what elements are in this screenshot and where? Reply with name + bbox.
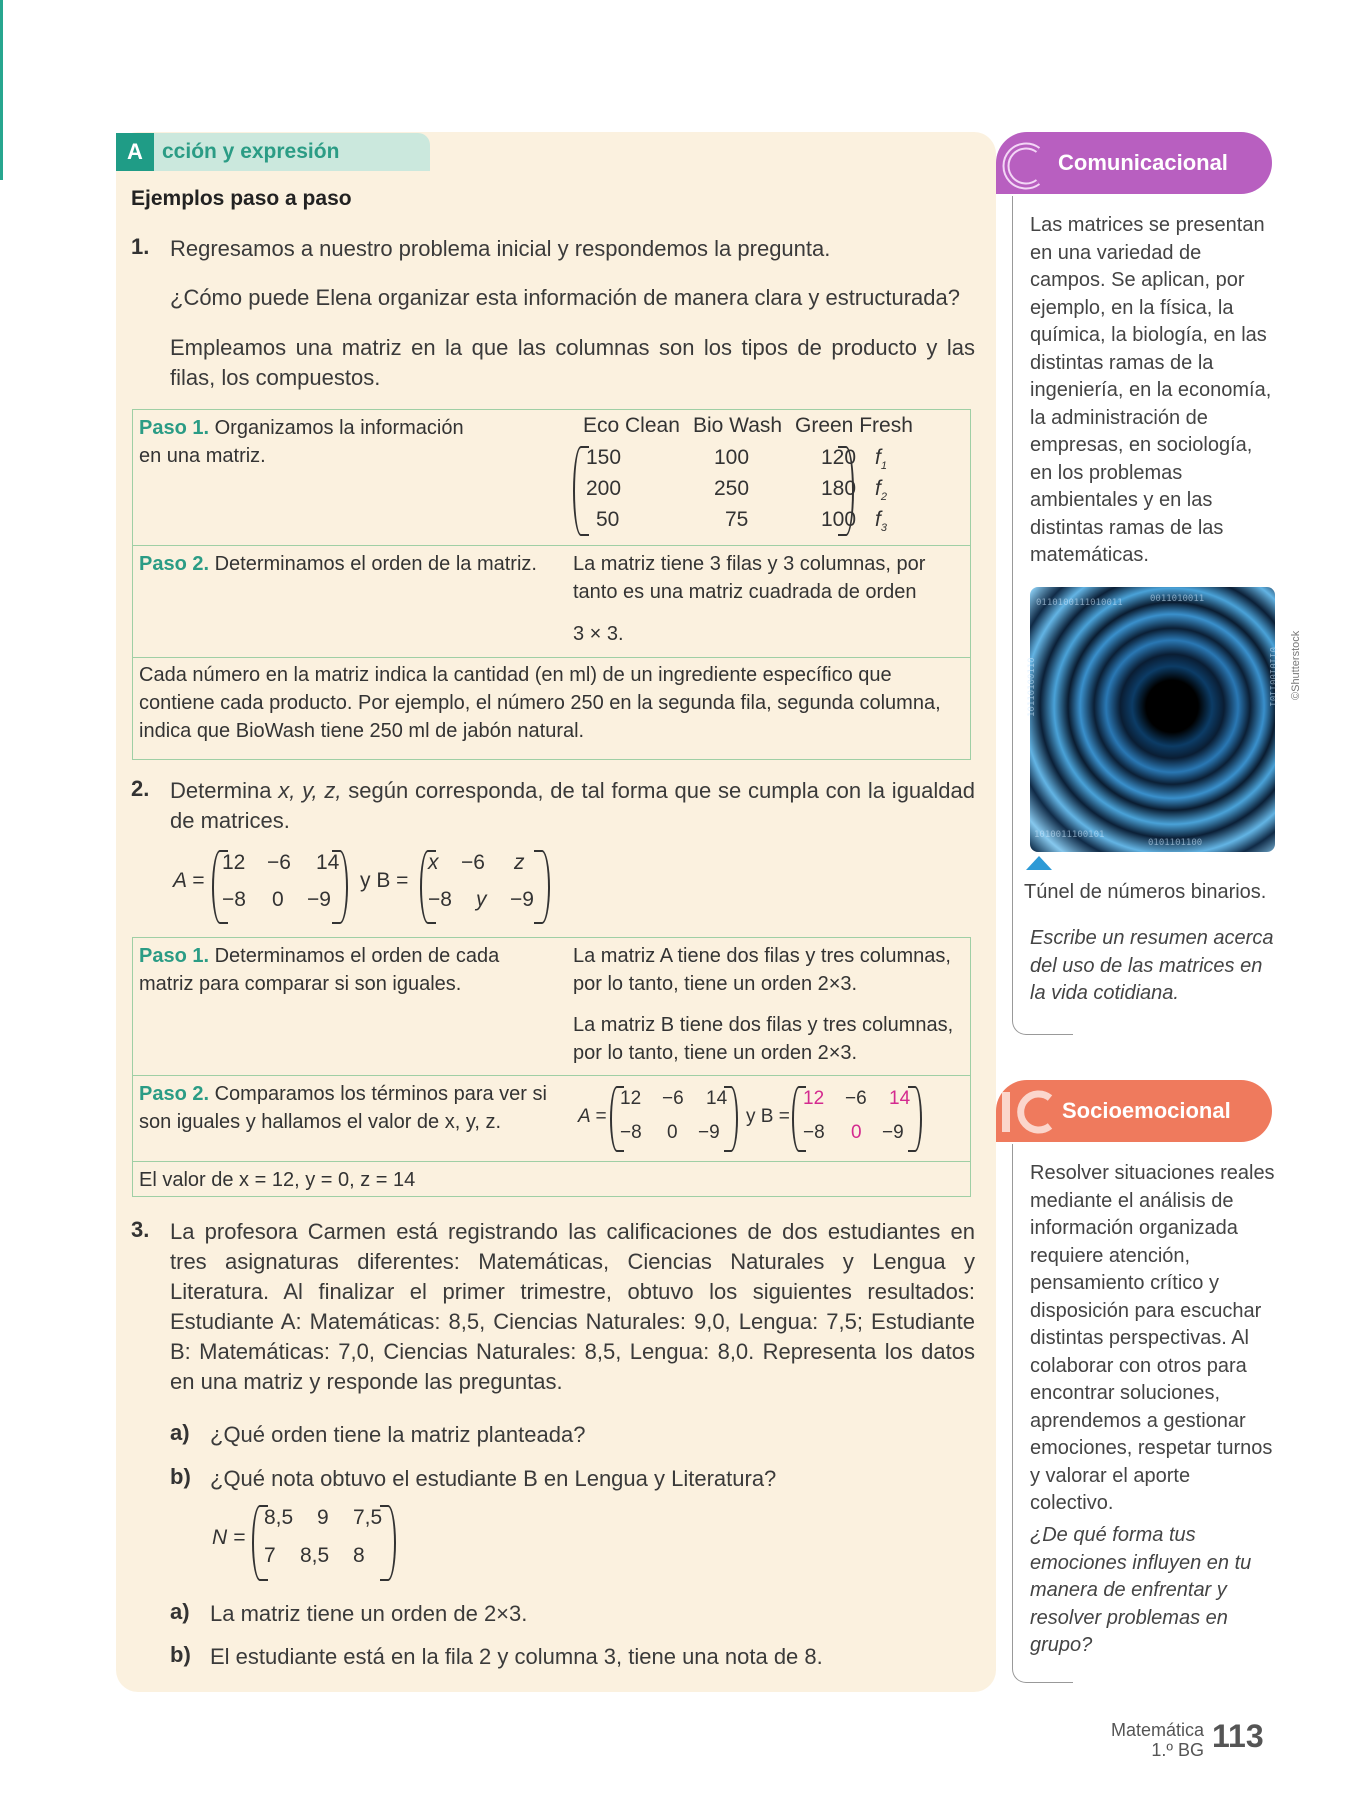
- image-credit: ©Shutterstock: [1290, 630, 1302, 700]
- matrix-a-cell: 14: [316, 851, 340, 874]
- ex2-step1-result-b: La matriz B tiene dos filas y tres columnas, por lo tanto, tiene un orden 2×3.: [573, 1014, 954, 1064]
- matrix-n-right-paren: [380, 1505, 396, 1581]
- matrix-b-cell: −9: [882, 1122, 904, 1143]
- ex1-step2: Paso 2. Determinamos el orden de la matriz.: [139, 553, 537, 575]
- svg-text:10110100110: 10110100110: [1027, 657, 1037, 717]
- socioemocional-header: [996, 1080, 1272, 1142]
- section-letter: A: [116, 133, 154, 171]
- matrix-a-cell: 12: [620, 1088, 642, 1109]
- matrix-b-cell: z: [514, 851, 525, 874]
- heading-examples: Ejemplos paso a paso: [131, 187, 352, 210]
- matrix-b-cell: −9: [510, 888, 534, 911]
- question-b-label: b): [170, 1464, 191, 1489]
- matrix-cell: 100: [714, 446, 750, 469]
- page-edge-accent: [0, 0, 3, 180]
- col-header-eco-clean: Eco Clean: [583, 414, 680, 437]
- matrix-a-cell: 14: [706, 1088, 728, 1109]
- matrix-a-cell: −9: [698, 1122, 720, 1143]
- col-header-bio-wash: Bio Wash: [693, 414, 783, 437]
- binary-digits-pattern: [1027, 587, 1277, 852]
- section-title: cción y expresión: [162, 140, 340, 163]
- comunicacional-title: Comunicacional: [1058, 150, 1228, 175]
- matrix-b-right-paren: [534, 850, 550, 924]
- col-header-green-fresh: Green Fresh: [795, 414, 913, 437]
- matrix-cell: 180: [821, 477, 857, 500]
- ex1-step2-result: La matriz tiene 3 filas y 3 columnas, por tanto es una matriz cuadrada de orden: [573, 553, 926, 603]
- example-1-question: ¿Cómo puede Elena organizar esta información de manera clara y estructurada?: [170, 285, 960, 310]
- row-label-f3: $f_3$: [875, 508, 887, 535]
- matrix-n-cell: 9: [317, 1506, 329, 1529]
- ex2-result: El valor de x = 12, y = 0, z = 14: [139, 1169, 416, 1191]
- socioemocional-title: Socioemocional: [1062, 1098, 1231, 1123]
- question-b: ¿Qué nota obtuvo el estudiante B en Lengua y Literatura?: [210, 1466, 777, 1491]
- example-1-approach: Empleamos una matriz en la que las columnas son los tipos de producto y las filas, los compuestos.: [170, 335, 975, 390]
- footer-grade: 1.º BG: [1151, 1740, 1204, 1760]
- answer-b: El estudiante está en la fila 2 y columna 3, tiene una nota de 8.: [210, 1644, 823, 1669]
- image-caption: Túnel de números binarios.: [1024, 881, 1267, 903]
- matrix-n-cell: 8,5: [264, 1506, 294, 1529]
- matrix-a-cell: 0: [667, 1122, 678, 1143]
- matrix-b-label: y B =: [746, 1106, 790, 1127]
- divider: [133, 657, 970, 658]
- matrix-a-label: A =: [578, 1106, 607, 1127]
- comunicacional-header: [996, 132, 1272, 194]
- matrix-a-cell: 12: [222, 851, 246, 874]
- matrix-a-label: A =: [173, 869, 205, 892]
- matrix-b-cell: −6: [461, 851, 485, 874]
- matrix-cell: 250: [714, 477, 750, 500]
- answer-a-label: a): [170, 1599, 190, 1624]
- matrix-cell: 200: [586, 477, 622, 500]
- ex1-step1: Paso 1. Organizamos la información en una matriz.: [139, 417, 464, 467]
- question-a: ¿Qué orden tiene la matriz planteada?: [210, 1422, 586, 1447]
- example-1-intro: Regresamos a nuestro problema inicial y respondemos la pregunta.: [170, 236, 831, 261]
- matrix-n-cell: 7,5: [353, 1506, 383, 1529]
- svg-text:0110100111010011: 0110100111010011: [1036, 598, 1123, 608]
- section-tab: [116, 133, 430, 171]
- comunicacional-prompt: Escribe un resumen acerca del uso de las matrices en la vida cotidiana.: [1030, 927, 1274, 1004]
- matrix-a-cell: −6: [267, 851, 291, 874]
- ex2-step1: Paso 1. Determinamos el orden de cada matriz para comparar si son iguales.: [139, 945, 500, 995]
- svg-text:1010011100101: 1010011100101: [1034, 830, 1105, 840]
- matrix-a-cell: −6: [662, 1088, 684, 1109]
- comunicacional-text: Las matrices se presentan en una variedad de campos. Se aplican, por ejemplo, en la física, la química, la biología, en las distintas ramas de la ingeniería, en la economía, la administración de empresas, en sociología, en los problemas ambientales y en las distintas ramas de las matemáticas.: [1030, 214, 1272, 566]
- divider: [133, 1075, 970, 1076]
- matrix-b-label: y B =: [360, 869, 409, 892]
- c-letter-icon: [1000, 140, 1048, 192]
- answer-b-label: b): [170, 1642, 191, 1667]
- ic-letters-icon: [998, 1086, 1058, 1138]
- footer-subject: [1050, 1720, 1204, 1760]
- matrix-cell: 120: [821, 446, 857, 469]
- svg-text:0011010011: 0011010011: [1150, 594, 1205, 604]
- socioemocional-text: Resolver situaciones reales mediante el análisis de información organizada requiere atención, pensamiento crítico y disposición para escuchar distintas perspectivas. Al colaborar con otros para encontrar soluciones, aprendemos a gestionar emociones, respetar turnos y valorar el aporte colectivo.: [1030, 1162, 1275, 1514]
- matrix-b-cell: y: [476, 888, 487, 911]
- matrix-n-cell: 8,5: [300, 1544, 330, 1567]
- ex1-note: Cada número en la matriz indica la cantidad (en ml) de un ingrediente específico que contiene cada producto. Por ejemplo, el número 250 en la segunda fila, segunda columna, indica que BioWash tiene 250 ml de jabón natural.: [139, 664, 941, 742]
- matrix-n-cell: 7: [264, 1544, 276, 1567]
- example-3-number: 3.: [131, 1217, 150, 1242]
- svg-text:0101101100: 0101101100: [1148, 838, 1203, 848]
- matrix-b-cell-y: 0: [851, 1122, 862, 1143]
- example-3-prompt: La profesora Carmen está registrando las calificaciones de dos estudiantes en tres asignaturas diferentes: Matemáticas, Ciencias Naturales y Lengua y Literatura. Al finalizar el primer trimestre, obtuvo los siguientes resultados: Estudiante A: Matemáticas: 8,5, Ciencias Naturales: 9,0, Lengua: 7,5; Estudiante B: Matemáticas: 7,0, Ciencias Naturales: 8,5, Lengua: 8,0. Representa los datos en una matriz y responde las preguntas.: [170, 1219, 975, 1394]
- matrix-a-cell: −8: [620, 1122, 642, 1143]
- example-2-prompt: Determina x, y, z, según corresponda, de tal forma que se cumpla con la igualdad de matrices.: [170, 778, 975, 833]
- matrix-b-cell-x: 12: [803, 1088, 825, 1109]
- ex2-step1-result-a: La matriz A tiene dos filas y tres columnas, por lo tanto, tiene un orden 2×3.: [573, 945, 951, 995]
- matrix-cell: 100: [821, 508, 857, 531]
- binary-tunnel-image: [1027, 587, 1277, 852]
- matrix-a-cell: 0: [272, 888, 284, 911]
- question-a-label: a): [170, 1420, 190, 1445]
- footer-subject-name: Matemática: [1110, 1720, 1204, 1740]
- row-label-f1: $f_1$: [875, 446, 887, 473]
- matrix-b-cell: −8: [428, 888, 452, 911]
- example-1-number: 1.: [131, 234, 150, 259]
- matrix-n-label: N =: [212, 1526, 246, 1549]
- matrix-a-cell: −9: [307, 888, 331, 911]
- answer-a: La matriz tiene un orden de 2×3.: [210, 1601, 528, 1626]
- socioemocional-prompt: ¿De qué forma tus emociones influyen en tu manera de enfrentar y resolver problemas en grupo?: [1030, 1524, 1252, 1656]
- ex1-step2-order: 3 × 3.: [573, 623, 624, 645]
- ex2-step2: Paso 2. Comparamos los términos para ver si son iguales y hallamos el valor de x, y, z.: [139, 1083, 547, 1133]
- matrix-a-cell: −8: [222, 888, 246, 911]
- caption-triangle-icon: [1026, 856, 1052, 870]
- page-number: 113: [1212, 1718, 1264, 1754]
- matrix-cell: 150: [586, 446, 622, 469]
- matrix-b-cell-z: 14: [889, 1088, 911, 1109]
- matrix-cell: 50: [596, 508, 620, 531]
- divider: [133, 1161, 970, 1162]
- matrix-cell: 75: [725, 508, 749, 531]
- matrix-b-cell: x: [428, 851, 439, 874]
- matrix-b-cell: −6: [845, 1088, 867, 1109]
- row-label-f2: $f_2$: [875, 477, 887, 504]
- svg-text:01101001101: 01101001101: [1267, 647, 1277, 707]
- example-2-number: 2.: [131, 776, 150, 801]
- divider: [133, 545, 970, 546]
- matrix-n-cell: 8: [353, 1544, 365, 1567]
- matrix-b-cell: −8: [803, 1122, 825, 1143]
